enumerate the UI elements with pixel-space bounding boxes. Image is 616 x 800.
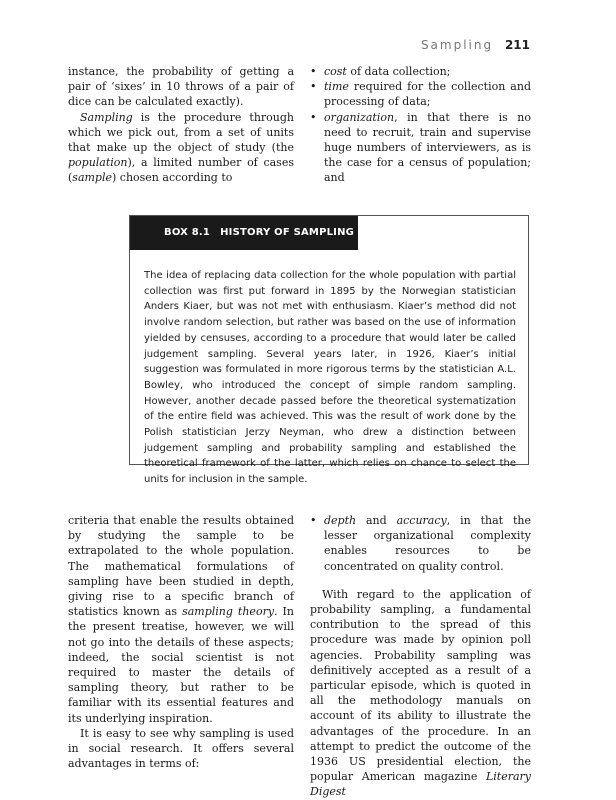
- list-item: [310, 79, 531, 109]
- bottom-left-column: [68, 513, 294, 771]
- list-item-text: required for the collection and processing of data;: [324, 80, 531, 109]
- advantages-list-continued: [310, 513, 531, 574]
- term-sampling: Sampling: [80, 110, 133, 124]
- top-left-column: [68, 64, 294, 186]
- term-sampling-theory: sampling theory: [182, 605, 275, 619]
- list-item: [310, 64, 531, 79]
- term-population: population: [68, 156, 128, 170]
- list-item-term: depth: [324, 514, 357, 527]
- list-item: [310, 110, 531, 186]
- text-run: ) chosen according to: [112, 171, 233, 185]
- running-title: Sampling: [420, 38, 494, 52]
- box-body: The idea of replacing data collection for the whole population with partial collection was first put forward in 1895 by the Norwegian statistician Anders Kiaer, but was not met with enthusiasm. Kiaer’s method did not involve random selection, but rather was based on the use of information yielded by censuses, according to a procedure that would later be called judgement sampling. Several years later, in 1926, Kiaer’s initial suggestion was formulated in more rigorous terms by the statistician A.L. Bowley, who introduced the concept of simple random sampling. However, another decade passed before the theoretical systematization of the entire field was achieved. This was the result of work done by the Polish statistician Jerzy Neyman, who drew a distinction between judgement sampling and probability sampling and established the theoretical framework of the latter, which relies on chance to select the units for inclusion in the sample.: [144, 270, 516, 486]
- paragraph-sampling-definition: [68, 110, 294, 186]
- box-number: BOX 8.1: [164, 227, 211, 238]
- text-run: is the procedure through which we pick out, from a set of units that make up the object of study (the: [68, 110, 294, 155]
- text-run: . In the present treatise, however, we will not go into the details of these aspects; indeed, the social scientist is not required to master the details of sampling theory, but rather to be familiar with its essential features and its underlying inspiration.: [68, 605, 294, 725]
- paragraph-advantages-intro: It is easy to see why sampling is used in social research. It offers several advantages in terms of:: [68, 726, 294, 771]
- list-item-text: , in that the lesser organizational complexity enables resources to be concentrated on quality control.: [324, 514, 531, 573]
- text-run: ), a limited number of cases (: [68, 156, 294, 185]
- history-box: [129, 215, 529, 486]
- list-item-term: organization: [324, 110, 395, 124]
- paragraph-criteria: [68, 513, 294, 726]
- page-number: 211: [504, 38, 530, 52]
- paragraph-continuation: instance, the probability of getting a pair of ‘sixes’ in 10 throws of a pair of dice can be calculated exactly).: [68, 65, 294, 109]
- paragraph-probability-sampling: [310, 587, 531, 800]
- magazine-name: Literary Digest: [310, 770, 531, 799]
- box-heading: [130, 216, 358, 250]
- list-item-term: time: [324, 80, 349, 94]
- page-header: [421, 38, 530, 52]
- list-item-text: of data collection;: [346, 65, 451, 78]
- box-title: HISTORY OF SAMPLING: [220, 227, 355, 238]
- text-run: and: [356, 514, 397, 527]
- text-run: criteria that enable the results obtained by studying the sample to be extrapolated to the whole population. The mathematical formulations of sampling have been studied in depth, giving rise to a specific branch of statistics known as: [68, 514, 294, 619]
- advantages-list: [310, 64, 531, 186]
- list-item-term: cost: [324, 65, 347, 78]
- term-sample: sample: [72, 171, 112, 185]
- list-item-text: , in that there is no need to recruit, train and supervise huge numbers of interviewers, as is the case for a census of population; and: [324, 110, 531, 185]
- text-run: With regard to the application of probability sampling, a fundamental contribution to the spread of this procedure was made by opinion poll agencies. Probability sampling was definitively accepted as a result of a particular episode, which is quoted in all the methodology manuals on account of its ability to illustrate the advantages of the procedure. In an attempt to predict the outcome of the 1936 US presidential election, the popular American magazine: [310, 587, 531, 784]
- list-item: [310, 513, 531, 574]
- bottom-right-column: [310, 513, 531, 800]
- list-item-term: accuracy: [396, 514, 447, 527]
- top-right-column: [310, 64, 531, 186]
